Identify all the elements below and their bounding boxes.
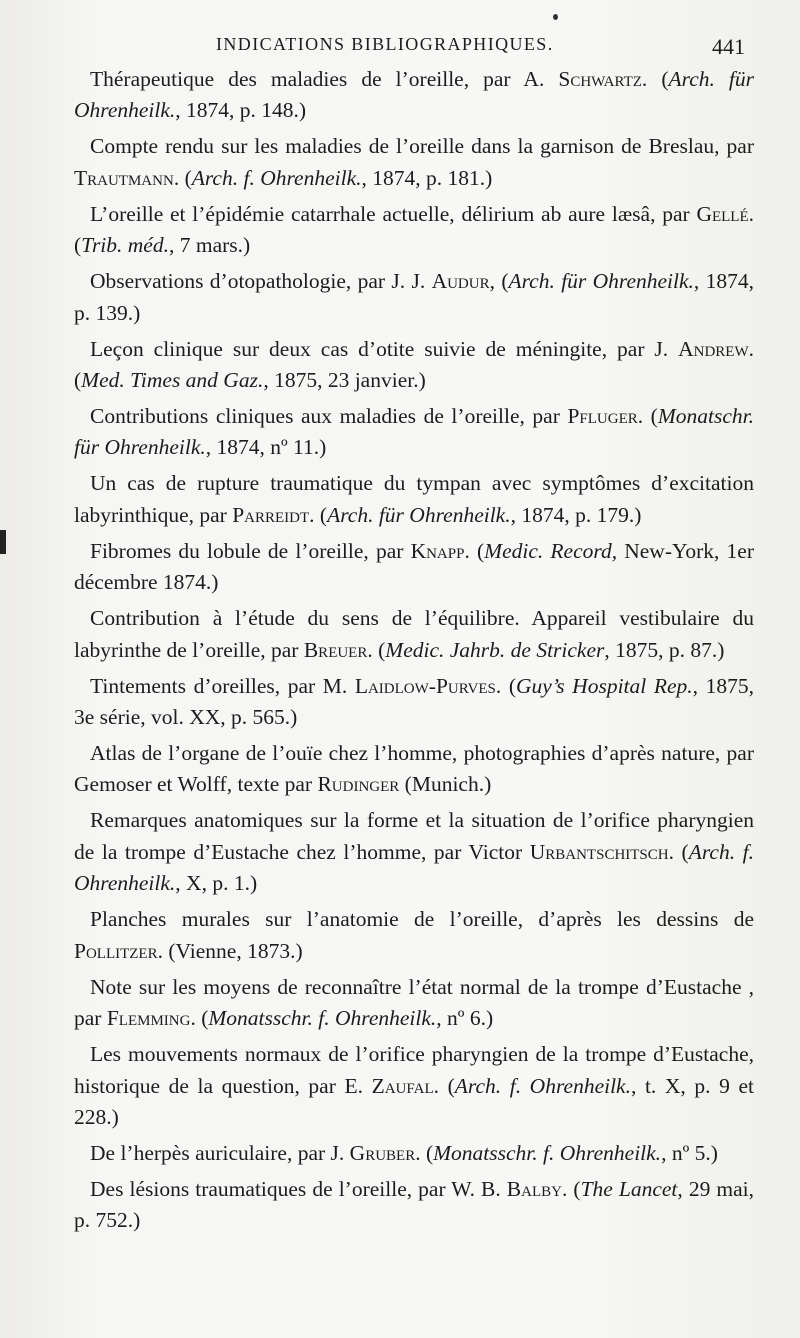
author-name: Pfluger: [567, 404, 638, 429]
bibliography-entry: Contribution à l’étude du sens de l’équilibre. Appareil vestibulaire du labyrinthe de l’oreille, par Breuer. (Medic. Jahrb. de Stricker, 1875, p. 87.): [74, 606, 754, 662]
journal-title: Arch. f. Ohrenheilk.: [454, 1073, 631, 1098]
journal-title: Monatsschr. f. Ohrenheilk.: [208, 1006, 437, 1031]
journal-title: Medic. Jahrb. de Stricker: [385, 637, 605, 662]
journal-title: Monatsschr. f. Ohrenheilk.: [433, 1140, 662, 1165]
journal-title: Medic. Record,: [484, 538, 618, 563]
page-header: [0, 30, 800, 60]
author-name: Breuer: [303, 637, 368, 662]
bibliography-entry: Atlas de l’organe de l’ouïe chez l’homme, photographies d’après nature, par Gemoser et Wolff, texte par Rudinger (Munich.): [74, 741, 754, 797]
journal-title: Guy’s Hospital Rep.: [516, 673, 693, 698]
journal-title: Monatschr. für Ohrenheilk.: [74, 404, 754, 460]
author-name: Audur: [431, 269, 490, 294]
journal-title: Med. Times and Gaz.: [81, 368, 264, 393]
author-name: Andrew: [678, 336, 749, 361]
author-name: Rudinger: [317, 772, 400, 797]
author-name: Urbantschitsch: [529, 839, 669, 864]
bibliography-entry: Tintements d’oreilles, par M. Laidlow-Purves. (Guy’s Hospital Rep., 1875, 3e série, vol. XX, p. 565.): [74, 673, 754, 730]
author-name: Schwartz: [558, 67, 642, 91]
bibliography-entry: Note sur les moyens de reconnaître l’état normal de la trompe d’Eustache , par Flemming. (Monatsschr. f. Ohrenheilk., nº 6.): [74, 974, 754, 1031]
bibliography-entry: Observations d’otopathologie, par J. J. Audur, (Arch. für Ohrenheilk., 1874, p. 139.): [74, 269, 755, 325]
journal-title: Trib. méd.: [81, 233, 169, 258]
bibliography-entry: Leçon clinique sur deux cas d’otite suivie de méningite, par J. Andrew. (Med. Times and Gaz., 1875, 23 janvier.): [74, 336, 754, 393]
journal-title: The Lancet: [580, 1176, 678, 1201]
bibliography-entry: De l’herpès auriculaire, par J. Gruber. (Monatsschr. f. Ohrenheilk., nº 5.): [90, 1140, 718, 1165]
ink-speck: [553, 14, 558, 20]
bibliography-entry: Planches murales sur l’anatomie de l’oreille, d’après les dessins de Pollitzer. (Vienne, 1873.): [74, 907, 754, 963]
author-name: Zaufal: [371, 1073, 434, 1098]
journal-title: Arch. für Ohrenheilk.: [74, 67, 754, 123]
bibliography-entry: Remarques anatomiques sur la forme et la situation de l’orifice pharyngien de la trompe d’Eustache chez l’homme, par Victor Urbantschitsch. (Arch. f. Ohrenheilk., X, p. 1.): [74, 808, 754, 896]
bibliography-entry: Des lésions traumatiques de l’oreille, par W. B. Balby. (The Lancet, 29 mai, p. 752.): [74, 1176, 754, 1233]
journal-title: Arch. für Ohrenheilk.: [327, 502, 511, 527]
bibliography-entry: Un cas de rupture traumatique du tympan avec symptômes d’excitation labyrinthique, par Parreidt. (Arch. für Ohrenheilk., 1874, p. 179.): [74, 471, 754, 527]
author-name: Gellé: [696, 201, 749, 226]
author-name: Pollitzer: [74, 938, 158, 963]
bibliography-entry: Compte rendu sur les maladies de l’oreille dans la garnison de Breslau, par Trautmann. (Arch. f. Ohrenheilk., 1874, p. 181.): [74, 134, 754, 190]
journal-title: Arch. für Ohrenheilk.: [508, 269, 694, 294]
bibliography-entry: Les mouvements normaux de l’orifice pharyngien de la trompe d’Eustache, historique de la question, par E. Zaufal. (Arch. f. Ohrenheilk., t. X, p. 9 et 228.): [74, 1042, 754, 1129]
bibliography-entry: Thérapeutique des maladies de l’oreille, par A. Schwartz. (Arch. für Ohrenheilk., 1874, p. 148.): [74, 67, 754, 123]
author-name: Flemming: [106, 1006, 191, 1031]
author-name: Balby: [506, 1176, 562, 1201]
author-name: Trautmann: [74, 165, 174, 190]
author-name: Knapp: [410, 538, 465, 563]
page-number: 441: [712, 34, 745, 59]
author-name: Laidlow-Purves: [354, 673, 496, 698]
bibliography-entry: L’oreille et l’épidémie catarrhale actuelle, délirium ab aure læsâ, par Gellé. (Trib. méd., 7 mars.): [74, 201, 754, 258]
running-title: INDICATIONS BIBLIOGRAPHIQUES.: [216, 34, 554, 54]
bibliography-entry: Fibromes du lobule de l’oreille, par Knapp. (Medic. Record, New-York, 1er décembre 1874.): [74, 538, 755, 595]
bibliography-list: [74, 64, 754, 1241]
author-name: Parreidt: [232, 502, 310, 527]
margin-mark: [0, 530, 6, 554]
author-name: Gruber: [349, 1140, 416, 1165]
journal-title: Arch. f. Ohrenheilk.: [191, 165, 362, 190]
bibliography-entry: Contributions cliniques aux maladies de l’oreille, par Pfluger. (Monatschr. für Ohrenheilk., 1874, nº 11.): [74, 404, 754, 460]
journal-title: Arch. f. Ohrenheilk.: [74, 839, 754, 896]
